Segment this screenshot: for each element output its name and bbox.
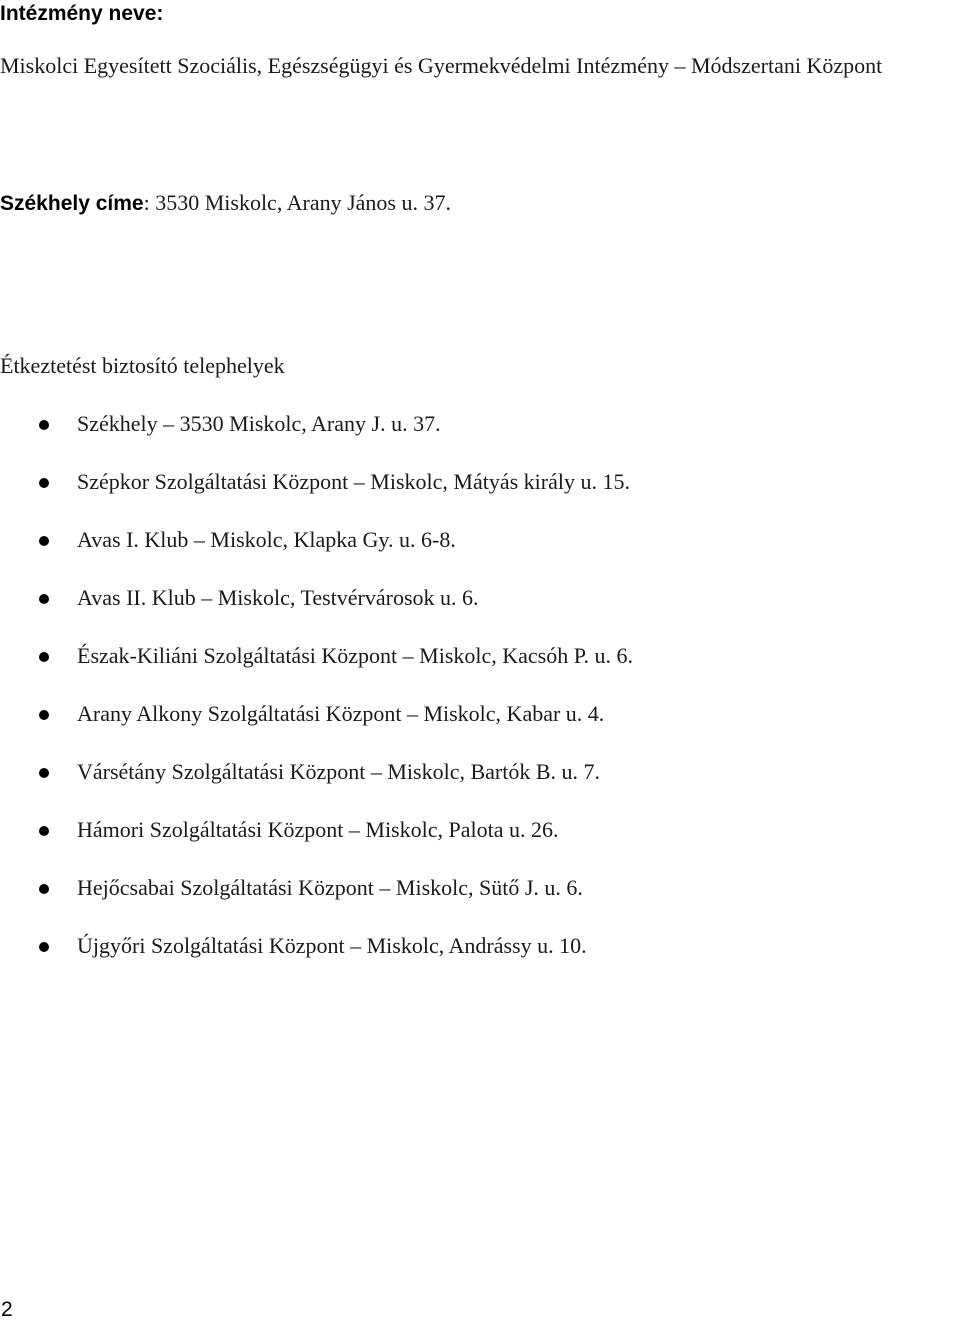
site-list (0, 407, 633, 987)
list-item (0, 813, 633, 871)
list-item (0, 581, 633, 639)
seat-address: : 3530 Miskolc, Arany János u. 37. (143, 190, 451, 215)
list-item (0, 697, 633, 755)
seat-address-line (0, 190, 451, 216)
bullet-icon (39, 768, 49, 778)
bullet-icon (39, 826, 49, 836)
list-item (0, 929, 633, 987)
list-item (0, 871, 633, 929)
site-text: Vársétány Szolgáltatási Központ – Miskolc, Bartók B. u. 7. (77, 759, 601, 784)
site-text: Arany Alkony Szolgáltatási Központ – Miskolc, Kabar u. 4. (77, 701, 605, 726)
bullet-icon (39, 710, 49, 720)
list-item (0, 465, 633, 523)
site-text: Újgyőri Szolgáltatási Központ – Miskolc, Andrássy u. 10. (77, 933, 587, 958)
page-number: 2 (1, 1298, 13, 1321)
site-text: Szépkor Szolgáltatási Központ – Miskolc, Mátyás király u. 15. (77, 469, 630, 494)
list-item (0, 407, 633, 465)
list-item (0, 523, 633, 581)
bullet-icon (39, 884, 49, 894)
institution-name: Miskolci Egyesített Szociális, Egészségügyi és Gyermekvédelmi Intézmény – Módszertani Központ (0, 53, 883, 78)
bullet-icon (39, 536, 49, 546)
site-text: Székhely – 3530 Miskolc, Arany J. u. 37. (77, 411, 441, 436)
bullet-icon (39, 942, 49, 952)
site-text: Észak-Kiliáni Szolgáltatási Központ – Miskolc, Kacsóh P. u. 6. (77, 643, 634, 668)
bullet-icon (39, 420, 49, 430)
site-text: Avas II. Klub – Miskolc, Testvérvárosok u. 6. (77, 585, 479, 610)
seat-label: Székhely címe (0, 192, 144, 215)
site-text: Hámori Szolgáltatási Központ – Miskolc, Palota u. 26. (77, 817, 559, 842)
site-text: Hejőcsabai Szolgáltatási Központ – Miskolc, Sütő J. u. 6. (77, 875, 583, 900)
sites-title: Étkeztetést biztosító telephelyek (0, 353, 285, 378)
site-text: Avas I. Klub – Miskolc, Klapka Gy. u. 6-8. (77, 527, 456, 552)
bullet-icon (39, 652, 49, 662)
bullet-icon (39, 594, 49, 604)
institution-label: Intézmény neve: (0, 2, 164, 25)
list-item (0, 755, 633, 813)
list-item (0, 639, 633, 697)
bullet-icon (39, 478, 49, 488)
